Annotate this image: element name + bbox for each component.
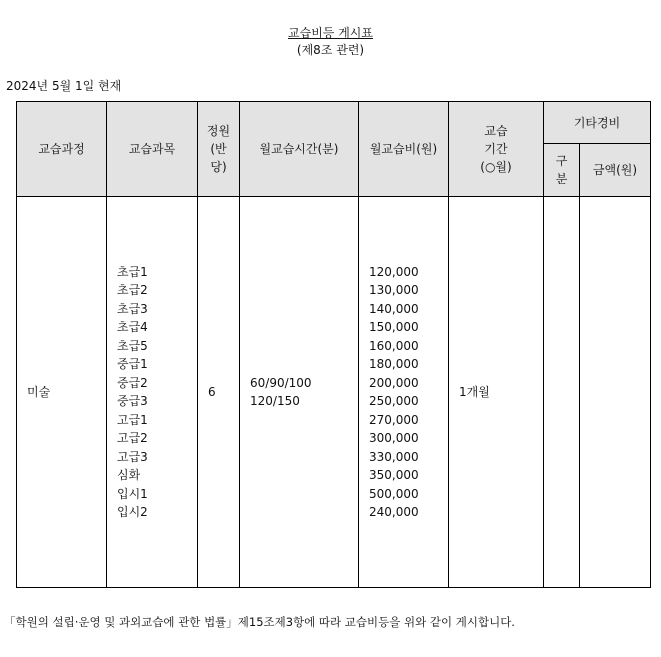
- header-period-line: 기간: [484, 142, 508, 156]
- subject-item: 고급3: [117, 449, 148, 464]
- header-category-line: 구: [555, 154, 568, 168]
- header-period: [449, 102, 544, 197]
- minutes-line: 60/90/100: [250, 376, 312, 390]
- subject-item: 중급1: [117, 357, 148, 371]
- fee-item: 130,000: [369, 283, 419, 297]
- fee-item: 300,000: [369, 431, 419, 445]
- subject-item: 중급2: [117, 375, 148, 390]
- fee-item: 140,000: [369, 301, 419, 316]
- header-capacity-line: (반: [210, 142, 227, 156]
- header-category-line: 분: [555, 172, 568, 186]
- subject-item: 입시2: [117, 505, 148, 519]
- fee-item: 180,000: [369, 357, 419, 371]
- document-subtitle: (제8조 관련): [296, 43, 365, 57]
- header-row-1: [17, 102, 651, 144]
- fee-item: 120,000: [369, 264, 419, 279]
- fee-item: 250,000: [369, 394, 419, 408]
- fee-list: [369, 263, 448, 522]
- fee-item: 200,000: [369, 375, 419, 390]
- header-period-line: 교습: [484, 124, 508, 138]
- minutes-line: 120/150: [250, 394, 300, 408]
- table-row: [17, 197, 651, 588]
- subject-item: 초급2: [117, 283, 148, 297]
- header-category: [544, 144, 580, 197]
- cell-period: 1개월: [449, 197, 544, 588]
- subject-item: 초급1: [117, 264, 148, 279]
- cell-subjects: [107, 197, 198, 588]
- header-capacity-line: 정원: [206, 124, 231, 138]
- header-monthly-fee: 월교습비(원): [359, 102, 449, 197]
- subject-item: 초급4: [117, 320, 148, 334]
- cell-category: [544, 197, 580, 588]
- header-subject: 교습과목: [107, 102, 198, 197]
- header-capacity-line: 당): [210, 160, 227, 174]
- footer-statement: 「학원의 설립·운영 및 과외교습에 관한 법률」제15조제3항에 따라 교습비등을 위와 같이 게시합니다.: [4, 615, 515, 629]
- fee-item: 150,000: [369, 320, 419, 334]
- subject-item: 입시1: [117, 486, 148, 501]
- subject-item: 중급3: [117, 394, 148, 408]
- fee-item: 350,000: [369, 468, 419, 482]
- cell-course: 미술: [17, 197, 107, 588]
- fee-item: 240,000: [369, 505, 419, 519]
- cell-capacity: 6: [198, 197, 240, 588]
- subject-item: 초급3: [117, 301, 148, 316]
- fee-item: 330,000: [369, 449, 419, 464]
- subject-item: 고급2: [117, 431, 148, 445]
- subject-item: 고급1: [117, 412, 148, 427]
- cell-monthly-fees: [359, 197, 449, 588]
- fee-item: 270,000: [369, 412, 419, 427]
- header-period-line: (○월): [480, 160, 512, 174]
- fee-item: 160,000: [369, 338, 419, 353]
- cell-monthly-minutes: [240, 197, 359, 588]
- header-amount: 금액(원): [580, 144, 651, 197]
- header-other-expenses: 기타경비: [544, 102, 651, 144]
- fee-table: [16, 101, 651, 588]
- subject-item: 초급5: [117, 338, 148, 353]
- subject-list: [117, 263, 197, 522]
- as-of-date: 2024년 5월 1일 현재: [6, 79, 122, 93]
- cell-amount: [580, 197, 651, 588]
- header-monthly-minutes: 월교습시간(분): [240, 102, 359, 197]
- fee-item: 500,000: [369, 486, 419, 501]
- header-capacity: [198, 102, 240, 197]
- header-course: 교습과정: [17, 102, 107, 197]
- subject-item: 심화: [117, 468, 141, 482]
- document-title: 교습비등 게시표: [288, 26, 373, 40]
